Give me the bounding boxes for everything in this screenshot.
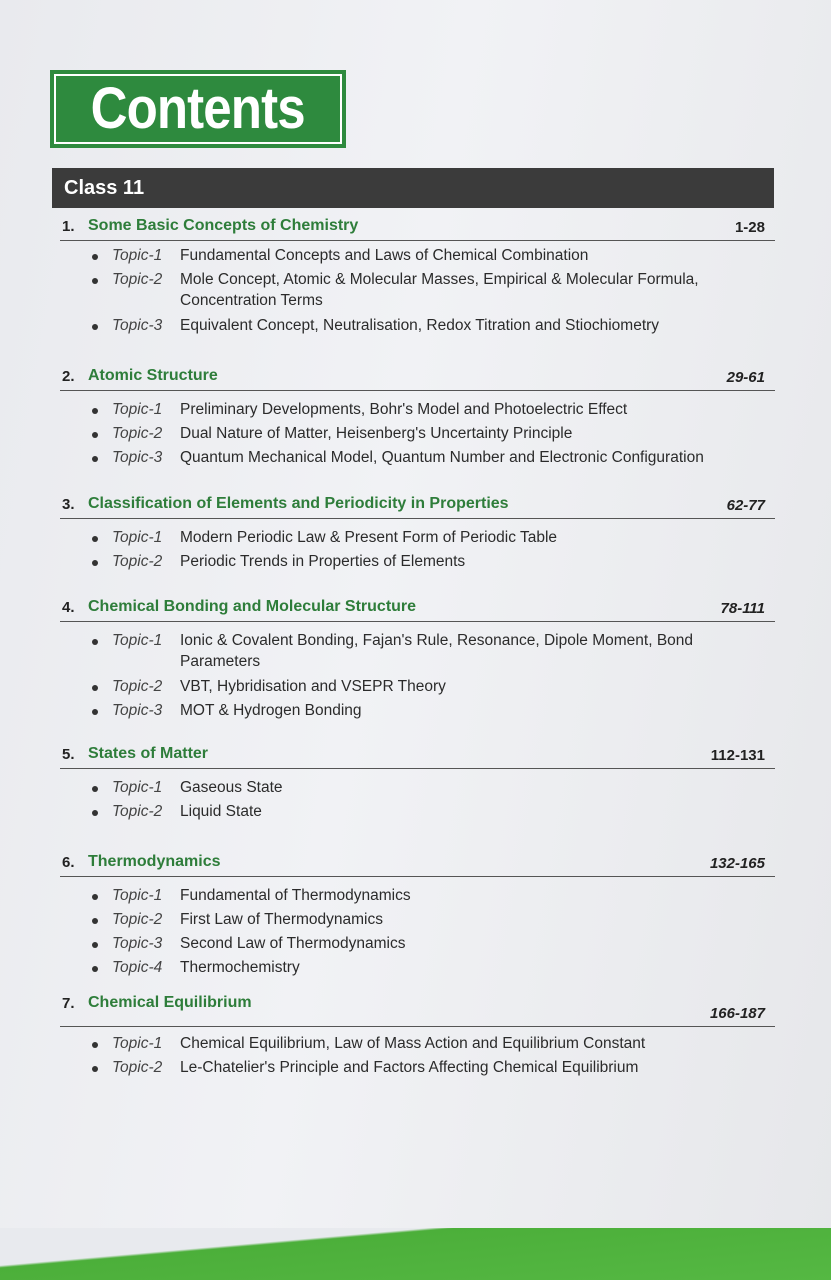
topic-text: Quantum Mechanical Model, Quantum Number and Electronic Configuration (180, 449, 704, 466)
topic-label: Topic-3 (112, 449, 163, 466)
topic-label: Topic-2 (112, 1059, 163, 1076)
topic-label: Topic-3 (112, 317, 163, 334)
topic-label: Topic-3 (112, 702, 163, 719)
topic-item (60, 676, 775, 700)
topic-text: Le-Chatelier's Principle and Factors Affecting Chemical Equilibrium (180, 1059, 639, 1076)
topic-item (60, 527, 775, 551)
topic-label: Topic-1 (112, 401, 163, 418)
topic-item (60, 269, 775, 311)
chapter-4 (60, 595, 775, 724)
topic-item (60, 909, 775, 933)
bullet-icon (92, 942, 98, 948)
topic-label: Topic-4 (112, 959, 163, 976)
topic-text: First Law of Thermodynamics (180, 911, 383, 928)
topic-item (60, 700, 775, 724)
chapter-title: Chemical Equilibrium (88, 994, 252, 1011)
topic-text: Preliminary Developments, Bohr's Model and Photoelectric Effect (180, 401, 628, 418)
topic-text: Fundamental Concepts and Laws of Chemical Combination (180, 247, 589, 264)
bullet-icon (92, 254, 98, 260)
topic-text: Thermochemistry (180, 959, 300, 976)
topic-label: Topic-1 (112, 529, 163, 546)
topic-label: Topic-2 (112, 803, 163, 820)
topic-label: Topic-2 (112, 911, 163, 928)
topic-label: Topic-1 (112, 1035, 163, 1052)
topic-label: Topic-2 (112, 425, 163, 442)
chapter-7 (60, 996, 775, 1081)
bottom-green-band (0, 1228, 831, 1280)
chapter-pages: 78-111 (720, 600, 765, 617)
bullet-icon (92, 639, 98, 645)
topic-label: Topic-2 (112, 678, 163, 695)
topic-text: Ionic & Covalent Bonding, Fajan's Rule, Resonance, Dipole Moment, Bond Parameters (180, 632, 694, 670)
topic-item (60, 957, 775, 981)
topic-label: Topic-1 (112, 247, 163, 264)
chapter-title: Atomic Structure (88, 367, 218, 384)
chapter-number: 1. (62, 218, 75, 235)
topic-text: Dual Nature of Matter, Heisenberg's Uncertainty Principle (180, 425, 573, 442)
chapter-title: Chemical Bonding and Molecular Structure (88, 598, 417, 615)
page-title: Contents (90, 76, 306, 141)
topic-text: Periodic Trends in Properties of Elements (180, 553, 466, 570)
topic-item (60, 777, 775, 801)
topic-text: MOT & Hydrogen Bonding (180, 702, 362, 719)
topic-text: Modern Periodic Law & Present Form of Periodic Table (180, 529, 558, 546)
bullet-icon (92, 966, 98, 972)
class-label: Class 11 (64, 176, 145, 199)
chapter-3 (60, 492, 775, 575)
topic-text: Liquid State (180, 803, 262, 820)
bullet-icon (92, 560, 98, 566)
chapter-pages: 166-187 (709, 1005, 765, 1022)
topic-item (60, 447, 775, 471)
bullet-icon (92, 324, 98, 330)
topic-item (60, 399, 775, 423)
chapter-number: 2. (62, 368, 75, 385)
topic-item (60, 885, 775, 909)
topic-item (60, 1033, 775, 1057)
chapter-pages: 112-131 (710, 747, 765, 764)
chapter-title: Thermodynamics (88, 853, 221, 870)
bullet-icon (92, 432, 98, 438)
chapter-6 (60, 850, 775, 981)
bullet-icon (92, 786, 98, 792)
bullet-icon (92, 685, 98, 691)
topic-item (60, 245, 775, 269)
topic-text: VBT, Hybridisation and VSEPR Theory (180, 678, 446, 695)
bullet-icon (92, 278, 98, 284)
chapter-number: 4. (62, 599, 75, 616)
contents-heading-box (50, 70, 346, 148)
topic-item (60, 1057, 775, 1081)
topic-label: Topic-2 (112, 553, 163, 570)
chapter-title: Classification of Elements and Periodicity in Properties (88, 495, 509, 512)
chapter-pages: 62-77 (726, 497, 765, 514)
chapter-1 (60, 214, 775, 339)
chapter-number: 5. (62, 746, 75, 763)
bullet-icon (92, 1042, 98, 1048)
chapter-5 (60, 742, 775, 825)
chapter-number: 3. (62, 496, 75, 513)
bullet-icon (92, 810, 98, 816)
chapter-number: 6. (62, 854, 75, 871)
topic-item (60, 933, 775, 957)
class-header-bar (52, 168, 774, 208)
topic-label: Topic-1 (112, 779, 163, 796)
topic-text: Gaseous State (180, 779, 283, 796)
chapter-2 (60, 364, 775, 471)
topic-label: Topic-3 (112, 935, 163, 952)
chapter-pages: 1-28 (734, 219, 765, 236)
topic-label: Topic-1 (112, 887, 163, 904)
topic-item (60, 423, 775, 447)
topic-text: Mole Concept, Atomic & Molecular Masses, Empirical & Molecular Formula, Concentration Terms (180, 271, 699, 309)
chapter-pages: 29-61 (726, 369, 765, 386)
bullet-icon (92, 918, 98, 924)
topic-text: Chemical Equilibrium, Law of Mass Action and Equilibrium Constant (180, 1035, 646, 1052)
topic-item (60, 801, 775, 825)
bullet-icon (92, 536, 98, 542)
bullet-icon (92, 408, 98, 414)
chapter-pages: 132-165 (709, 855, 765, 872)
topic-label: Topic-2 (112, 271, 163, 288)
topic-item (60, 551, 775, 575)
topic-text: Second Law of Thermodynamics (180, 935, 406, 952)
bullet-icon (92, 894, 98, 900)
bullet-icon (92, 709, 98, 715)
topic-item (60, 630, 775, 672)
topic-text: Equivalent Concept, Neutralisation, Redox Titration and Stiochiometry (180, 317, 660, 334)
topic-label: Topic-1 (112, 632, 163, 649)
topic-item (60, 315, 775, 339)
chapter-number: 7. (62, 995, 75, 1012)
bullet-icon (92, 456, 98, 462)
chapter-title: Some Basic Concepts of Chemistry (88, 217, 359, 234)
chapter-title: States of Matter (88, 745, 209, 762)
bullet-icon (92, 1066, 98, 1072)
topic-text: Fundamental of Thermodynamics (180, 887, 411, 904)
